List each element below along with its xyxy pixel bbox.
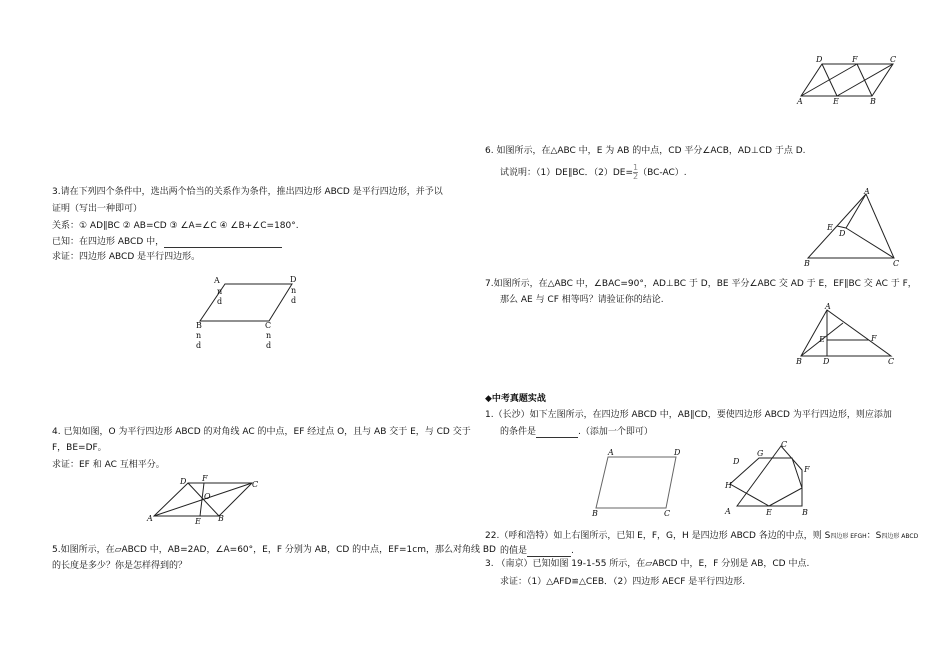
q3b-line2: 求证：（1）△AFD≌△CEB．（2）四边形 AECF 是平行四边形.	[500, 577, 746, 587]
q5-line1: 5.如图所示，在▱ABCD 中，AB=2AD，∠A=60°，E，F 分别为 AB，CD 的中点，EF=1cm，那么对角线 BD	[52, 545, 496, 555]
q22-label-h: H	[725, 481, 732, 490]
q22-sub2: 四边形 ABCD	[881, 533, 919, 540]
q1-left-label-d: D	[674, 448, 681, 457]
q6-line2-prefix: 试说明：（1）DE∥BC．（2）DE=	[500, 168, 634, 178]
q22-sub1: 四边形 EFGH	[830, 533, 867, 540]
q22-midpoint-quadrilateral	[730, 458, 802, 506]
q7-triangle	[801, 310, 891, 356]
q1-line2-suffix: .（添加一个即可）	[578, 427, 653, 437]
q22-quadrilateral	[737, 446, 802, 506]
q22-line1	[485, 530, 918, 543]
q6-segment-ed	[837, 226, 846, 228]
q6-label-c: C	[893, 259, 900, 268]
q3-given-text: 已知：在四边形 ABCD 中，	[52, 237, 165, 247]
q3-given	[52, 236, 282, 248]
q22-label-a: A	[725, 507, 731, 516]
q4-label-d: D	[180, 477, 187, 486]
q22-label-g: G	[757, 449, 764, 458]
q6-label-e: E	[827, 223, 833, 232]
top-parallelogram	[801, 64, 893, 96]
q3b-line1: 3. （南京）已知如图 19-1-55 所示，在▱ABCD 中，E，F 分别是 AB，CD 中点.	[485, 559, 810, 569]
q3-label-c: C	[265, 321, 272, 330]
q3-label-b-n: n	[196, 331, 202, 340]
q3-line1: 3.请在下列四个条件中，选出两个恰当的关系作为条件，推出四边形 ABCD 是平行四边形，并予以	[52, 187, 443, 197]
q3-label-c-n: n	[266, 331, 272, 340]
q3-figure	[190, 272, 310, 354]
q5-line2: 的长度是多少？你是怎样得到的？	[52, 561, 188, 571]
q7-figure	[793, 300, 899, 366]
q4-label-o: O	[204, 492, 211, 501]
q4-figure	[144, 472, 264, 527]
q4-label-a: A	[147, 514, 153, 523]
top-label-f: F	[852, 55, 858, 64]
q1-line1: 1.（长沙）如下左图所示，在四边形 ABCD 中，AB∥CD，要使四边形 ABCD 为平行四边形，则应添加	[485, 410, 892, 420]
q3-label-a-n: n	[217, 287, 223, 296]
q3-prove: 求证：四边形 ABCD 是平行四边形。	[52, 252, 201, 262]
q1-line2	[500, 426, 653, 438]
q22-label-b: B	[802, 508, 808, 517]
section-title: ◆中考真题实战	[485, 394, 546, 404]
q3-label-b: B	[196, 321, 202, 330]
top-label-e: E	[833, 97, 839, 106]
q22-label-d: D	[733, 457, 740, 466]
q22-colon: ：S	[866, 531, 882, 541]
q7-label-f: F	[871, 334, 877, 343]
q6-figure	[798, 186, 904, 266]
q22-line2	[500, 545, 574, 557]
top-label-b: B	[870, 97, 876, 106]
q6-segment-ad	[846, 194, 866, 228]
q1-left-label-c: C	[664, 509, 671, 518]
q7-label-c: C	[888, 357, 895, 366]
q22-figure	[722, 440, 814, 518]
q6-line2	[500, 164, 687, 181]
q6-frac-den: 2	[633, 172, 639, 181]
q1-left-label-a: A	[608, 448, 614, 457]
top-label-c: C	[890, 55, 897, 64]
q4-label-e: E	[195, 517, 201, 526]
q6-frac-num: 1	[633, 163, 639, 172]
top-segment-ec	[837, 64, 893, 96]
q7-label-a: A	[825, 302, 831, 311]
q3-label-d-d: d	[291, 296, 297, 305]
q4-line1: 4. 已知如图，O 为平行四边形 ABCD 的对角线 AC 的中点，EF 经过点 O，且与 AB 交于 E，与 CD 交于	[52, 427, 471, 437]
q4-prove: 求证：EF 和 AC 互相平分。	[52, 460, 165, 470]
q4-label-b: B	[218, 514, 224, 523]
q4-label-c: C	[252, 480, 259, 489]
q6-label-d: D	[839, 229, 846, 238]
q22-label-f: F	[804, 465, 810, 474]
q7-label-b: B	[796, 357, 802, 366]
q7-line2: 那么 AE 与 CF 相等吗？请验证你的结论.	[500, 295, 664, 305]
q1-left-figure	[590, 446, 690, 516]
q3-relations: 关系：① AD∥BC ② AB=CD ③ ∠A=∠C ④ ∠B+∠C=180°.	[52, 221, 299, 231]
q3-line2: 证明（写出一种即可）	[52, 204, 143, 214]
q22-answer-blank[interactable]	[527, 556, 571, 557]
q1-line2-prefix: 的条件是	[500, 427, 537, 437]
q3-label-a-d: d	[217, 297, 223, 306]
top-segment-af	[801, 64, 857, 96]
q6-bisector-cd	[846, 228, 894, 258]
q7-line1: 7.如图所示，在△ABC 中，∠BAC=90°，AD⊥BC 于 D，BE 平分∠ABC 交 AD 于 E，EF∥BC 交 AC 于 F，	[485, 279, 917, 289]
q7-label-d: D	[823, 357, 830, 366]
q22-line1-prefix: 22.（呼和浩特）如上右图所示，已知 E，F，G，H 是四边形 ABCD 各边的中点，则 S	[485, 531, 831, 541]
top-label-d: D	[816, 55, 823, 64]
q3-label-c-d: d	[266, 341, 272, 350]
q3-label-a: A	[214, 276, 220, 285]
q3-parallelogram	[200, 284, 292, 321]
q6-triangle	[808, 194, 894, 258]
q7-label-e: E	[819, 335, 825, 344]
top-label-a: A	[797, 97, 803, 106]
q1-quadrilateral	[596, 457, 676, 508]
q22-label-e: E	[766, 508, 772, 517]
q1-left-label-b: B	[592, 509, 598, 518]
q6-label-b: B	[804, 259, 810, 268]
q22-line2-suffix: .	[571, 546, 574, 556]
q3-given-blank[interactable]	[164, 247, 282, 248]
top-figure	[795, 54, 905, 106]
q6-label-a: A	[864, 187, 870, 196]
q22-line2-prefix: 的值是	[500, 546, 528, 556]
q3-label-d: D	[290, 275, 297, 284]
q3-label-d-n: n	[291, 286, 297, 295]
q4-line2: F，BE=DF。	[52, 443, 107, 453]
q6-line2-suffix: （BC-AC）.	[638, 168, 687, 178]
q22-label-c: C	[781, 440, 788, 449]
q1-answer-blank[interactable]	[536, 437, 578, 438]
q6-line1: 6. 如图所示，在△ABC 中，E 为 AB 的中点，CD 平分∠ACB，AD⊥CD 于点 D.	[485, 146, 806, 156]
q3-label-b-d: d	[196, 341, 202, 350]
q4-label-f: F	[202, 474, 208, 483]
